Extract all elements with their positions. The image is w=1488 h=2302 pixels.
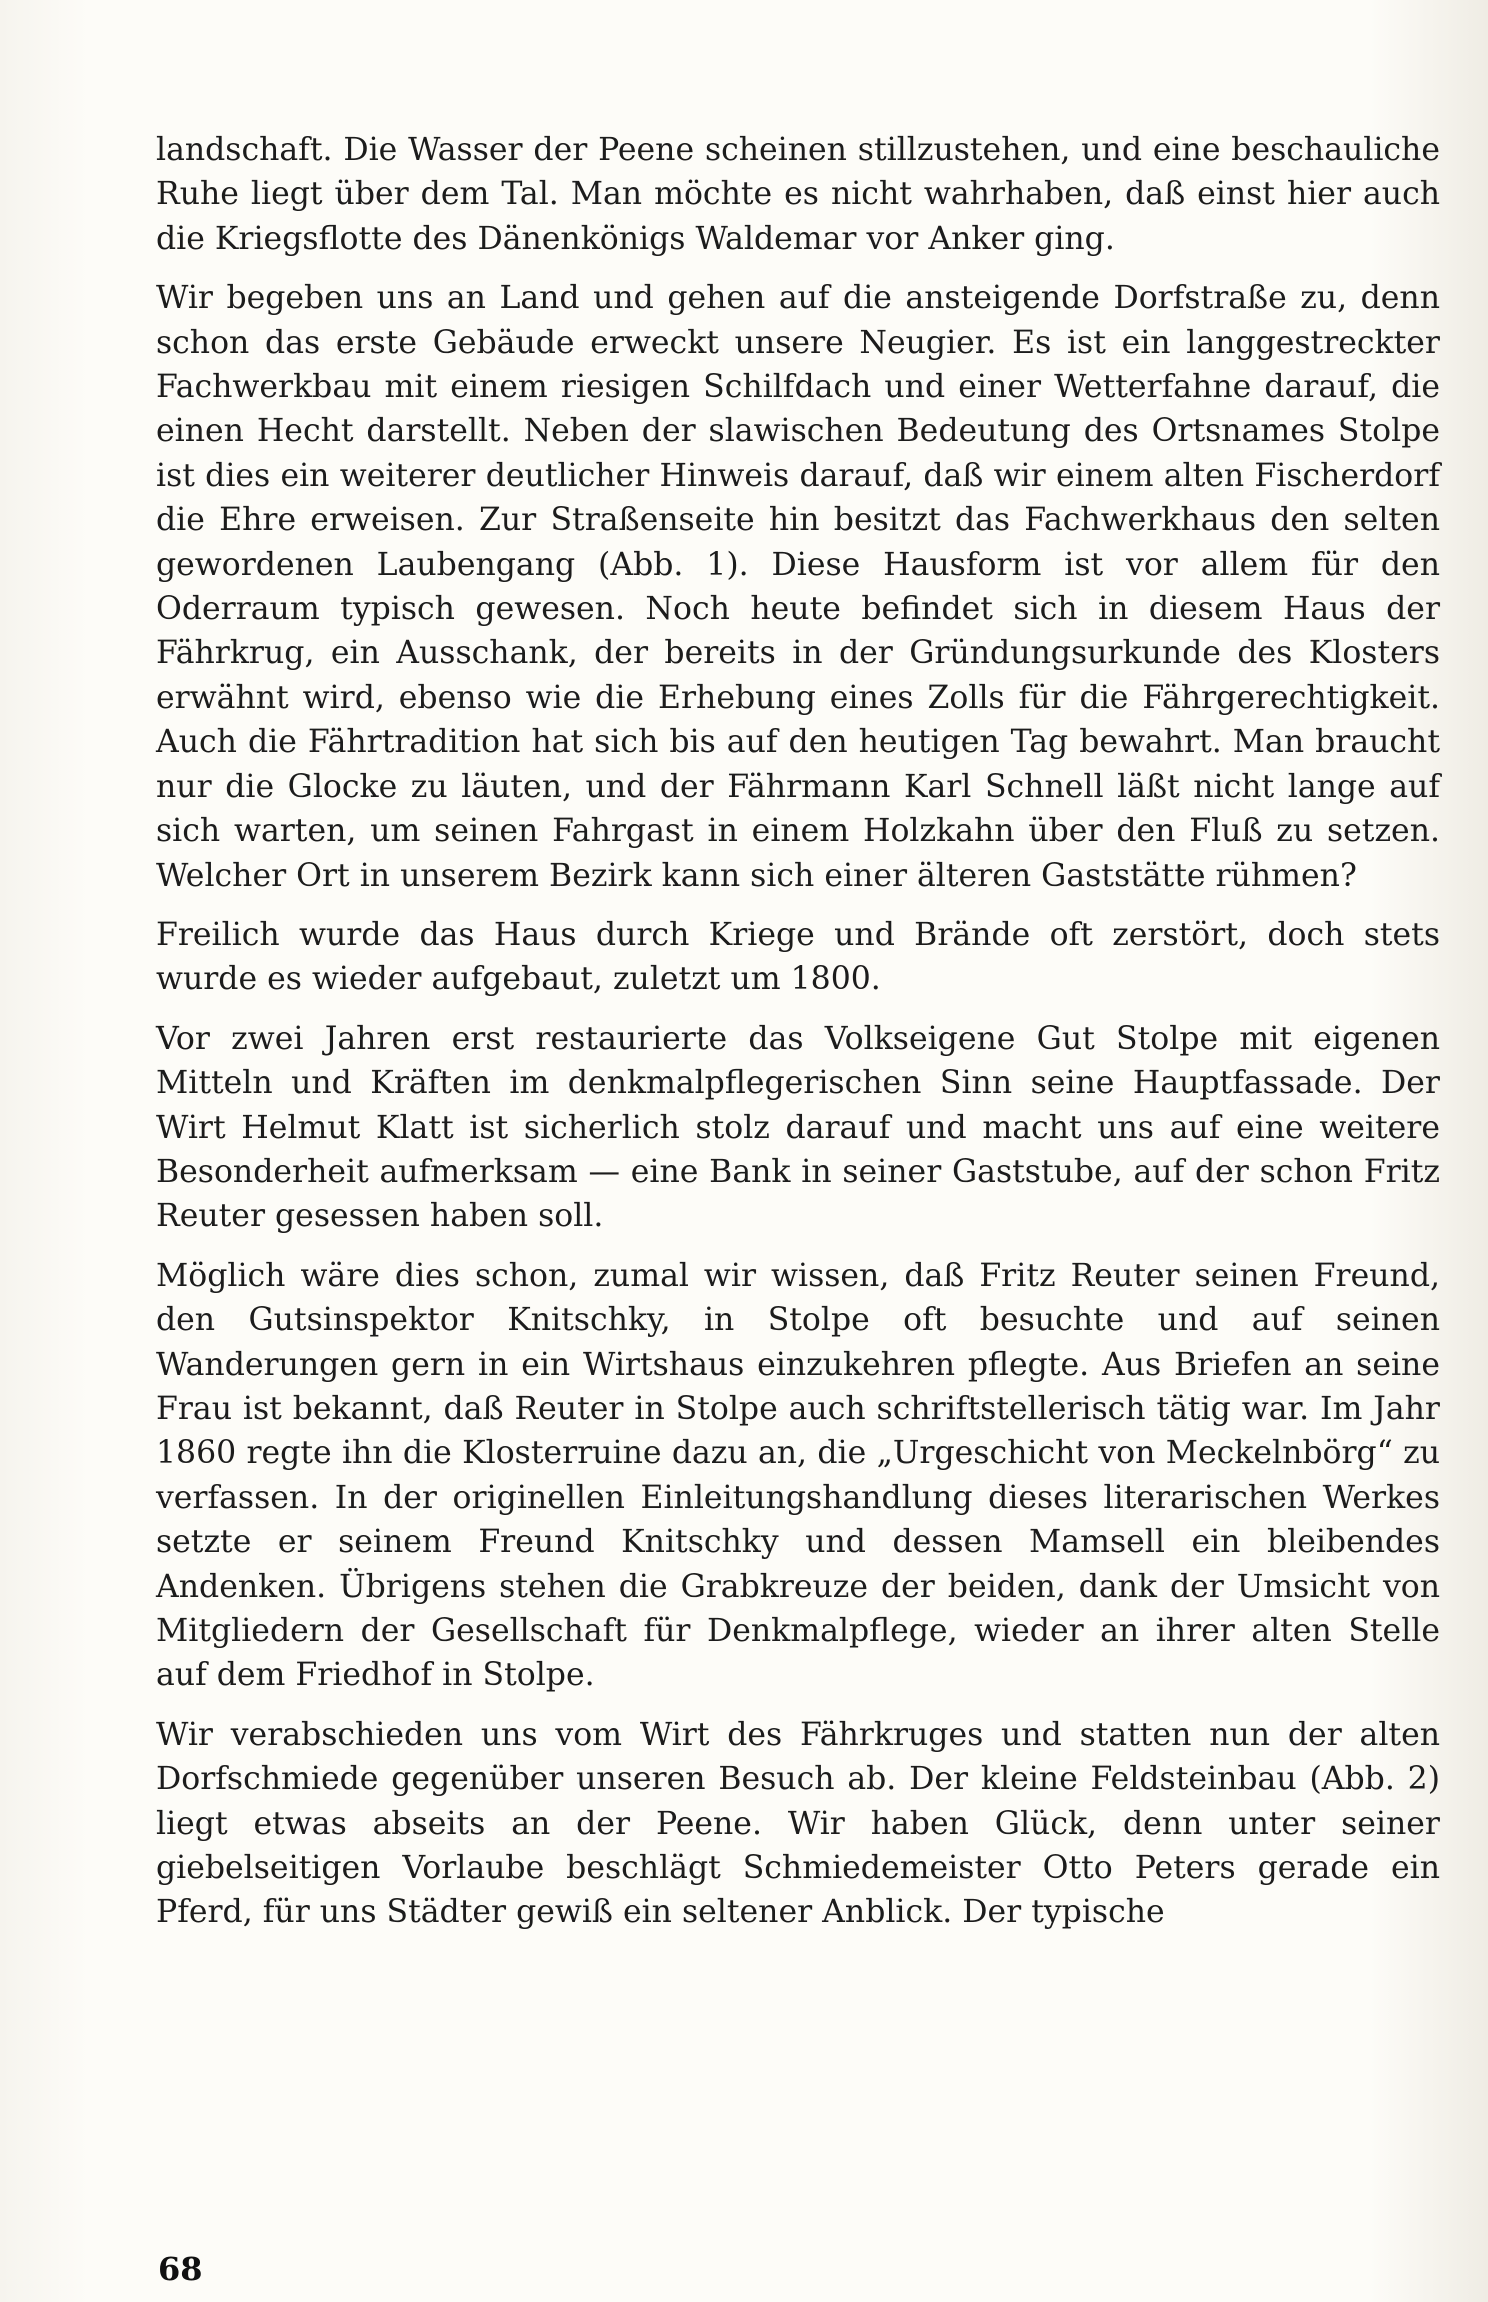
body-text xyxy=(156,128,1440,1950)
paragraph-3: Freilich wurde das Haus durch Kriege und Brände oft zerstört, doch stets wurde es wieder aufgebaut, zuletzt um 1800. xyxy=(156,916,1440,998)
paragraph-6: Wir verabschieden uns vom Wirt des Fährkruges und statten nun der alten Dorfschmiede gegenüber unseren Besuch ab. Der kleine Feldsteinbau (Abb. 2) liegt etwas abseits an der Peene. Wir haben Glück, denn unter seiner giebelseitigen Vorlaube beschlägt Schmiedemeister Otto Peters gerade ein Pferd, für uns Städter gewiß ein seltener Anblick. Der typische xyxy=(156,1716,1440,1931)
paragraph-2: Wir begeben uns an Land und gehen auf die ansteigende Dorfstraße zu, denn schon das erste Gebäude erweckt unsere Neugier. Es ist ein langgestreckter Fachwerkbau mit einem riesigen Schilfdach und einer Wetterfahne darauf, die einen Hecht darstellt. Neben der slawischen Bedeutung des Ortsnames Stolpe ist dies ein weiterer deutlicher Hinweis darauf, daß wir einem alten Fischerdorf die Ehre erweisen. Zur Straßenseite hin besitzt das Fachwerkhaus den selten gewordenen Laubengang (Abb. 1). Diese Hausform ist vor allem für den Oderraum typisch gewesen. Noch heute befindet sich in diesem Haus der Fährkrug, ein Ausschank, der bereits in der Gründungsurkunde des Klosters erwähnt wird, ebenso wie die Erhebung eines Zolls für die Fährgerechtigkeit. Auch die Fährtradition hat sich bis auf den heutigen Tag bewahrt. Man braucht nur die Glocke zu läuten, und der Fährmann Karl Schnell läßt nicht lange auf sich warten, um seinen Fahrgast in einem Holzkahn über den Fluß zu setzen. Welcher Ort in unserem Bezirk kann sich einer älteren Gaststätte rühmen? xyxy=(156,280,1440,894)
paragraph-4: Vor zwei Jahren erst restaurierte das Volkseigene Gut Stolpe mit eigenen Mitteln und Kräften im denkmalpflegerischen Sinn seine Hauptfassade. Der Wirt Helmut Klatt ist sicherlich stolz darauf und macht uns auf eine weitere Besonderheit aufmerksam — eine Bank in seiner Gaststube, auf der schon Fritz Reuter gesessen haben soll. xyxy=(156,1020,1440,1235)
page-number: 68 xyxy=(158,2250,203,2288)
paragraph-1: landschaft. Die Wasser der Peene scheinen stillzustehen, und eine beschauliche Ruhe liegt über dem Tal. Man möchte es nicht wahrhaben, daß einst hier auch die Kriegsflotte des Dänenkönigs Waldemar vor Anker ging. xyxy=(156,132,1440,257)
paragraph-5: Möglich wäre dies schon, zumal wir wissen, daß Fritz Reuter seinen Freund, den Gutsinspektor Knitschky, in Stolpe oft besuchte und auf seinen Wanderungen gern in ein Wirtshaus einzukehren pflegte. Aus Briefen an seine Frau ist bekannt, daß Reuter in Stolpe auch schriftstellerisch tätig war. Im Jahr 1860 regte ihn die Klosterruine dazu an, die „Urgeschicht von Meckelnbörg“ zu verfassen. In der originellen Einleitungshandlung dieses literarischen Werkes setzte er seinem Freund Knitschky und dessen Mamsell ein bleibendes Andenken. Übrigens stehen die Grabkreuze der beiden, dank der Umsicht von Mitgliedern der Gesellschaft für Denkmalpflege, wieder an ihrer alten Stelle auf dem Friedhof in Stolpe. xyxy=(156,1257,1440,1694)
